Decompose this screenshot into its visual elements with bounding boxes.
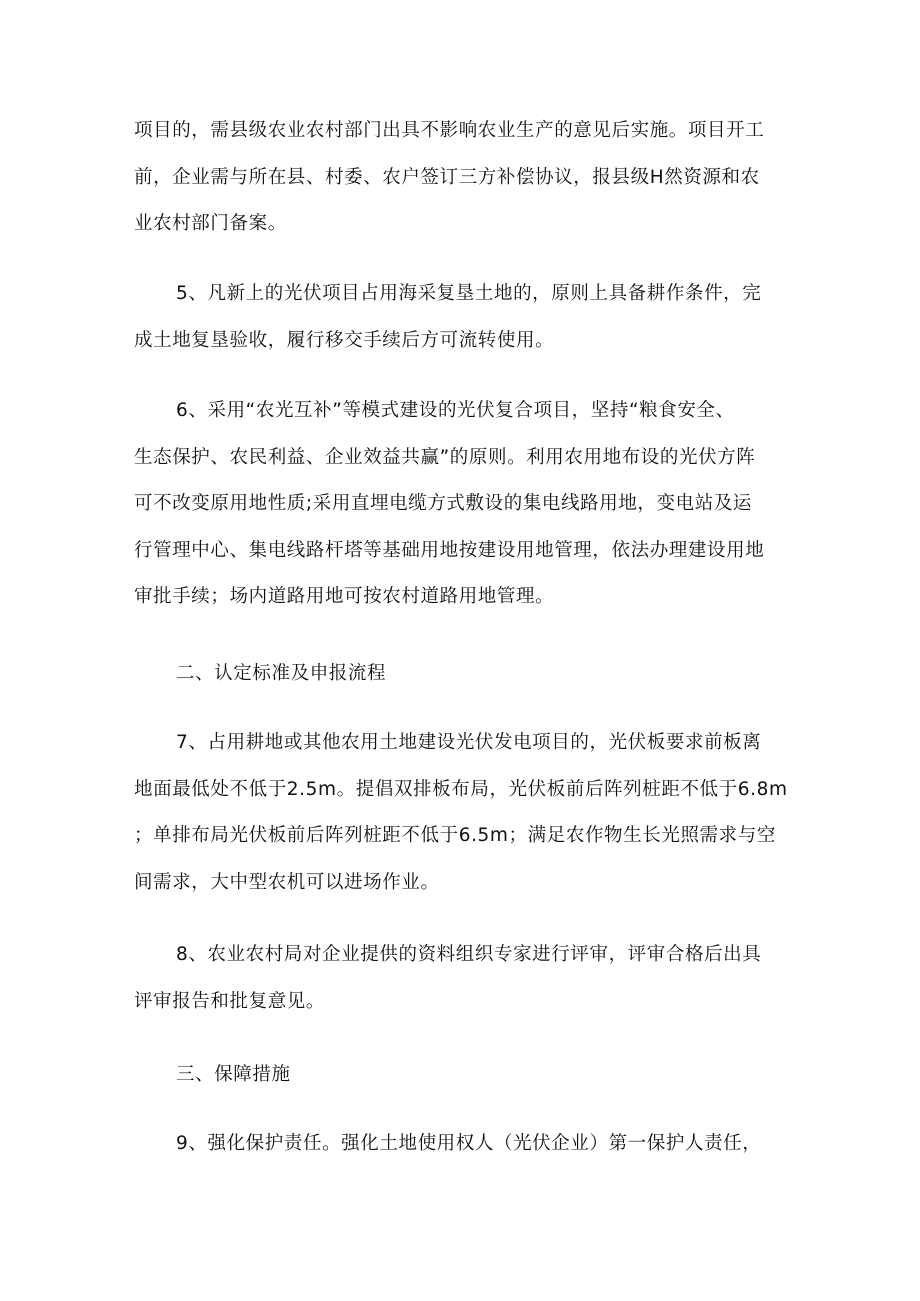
- paragraph-item-9: [134, 1121, 794, 1168]
- text-line: 行管理中心、集电线路杆塔等基础用地按建设用地管理，依法办理建设用地: [134, 539, 765, 561]
- text-line: 9、强化保护责任。强化土地使用权人（光伏企业）第一保护人责任，: [176, 1133, 762, 1154]
- paragraph-land-use-approval: [134, 108, 794, 248]
- text-line: 地面最低处不低于2.5m。提倡双排板布局，光伏板前后阵列桩距不低于6.8m: [134, 778, 788, 800]
- text-line: 项目的，需县级农业农村部门出具不影响农业生产的意见后实施。项目开工: [134, 120, 765, 141]
- text-line: 8、农业农村局对企业提供的资料组织专家进行评审，评审合格后出具: [176, 944, 762, 965]
- section-heading-safeguards: 三、保障措施: [176, 1064, 291, 1085]
- text-line: 成土地复垦验收，履行移交手续后方可流转使用。: [134, 329, 555, 351]
- text-line: 可不改变原用地性质;采用直埋电缆方式敷设的集电线路用地，变电站及运: [134, 493, 753, 514]
- text-line: 审批手续；场内道路用地可按农村道路用地管理。: [134, 586, 555, 607]
- text-line: 5、凡新上的光伏项目占用海采复垦土地的，原则上具备耕作条件，完: [176, 283, 762, 304]
- paragraph-item-5: [134, 271, 794, 364]
- text-line: 评审报告和批复意见。: [134, 990, 326, 1012]
- text-line: 业农村部门备案。: [134, 213, 287, 234]
- text-line: 间需求，大中型农机可以进场作业。: [134, 871, 440, 893]
- paragraph-item-7: [134, 720, 794, 906]
- text-line: ；单排布局光伏板前后阵列桩距不低于6.5m；满足农作物生长光照需求与空: [134, 825, 776, 846]
- text-line: 7、占用耕地或其他农用土地建设光伏发电项目的，光伏板要求前板离: [176, 732, 762, 753]
- text-line: 6、采用“农光互补”等模式建设的光伏复合项目，坚持“粮食安全、: [176, 400, 735, 421]
- section-heading-standards: 二、认定标准及申报流程: [176, 663, 387, 684]
- paragraph-item-8: [134, 932, 794, 1025]
- text-line: 前，企业需与所在县、村委、农户签订三方补偿协议，报县级H然资源和农: [134, 166, 760, 188]
- paragraph-item-6: [134, 388, 794, 621]
- text-line: 生态保护、农民利益、企业效益共赢”的原则。利用农用地布设的光伏方阵: [134, 446, 756, 468]
